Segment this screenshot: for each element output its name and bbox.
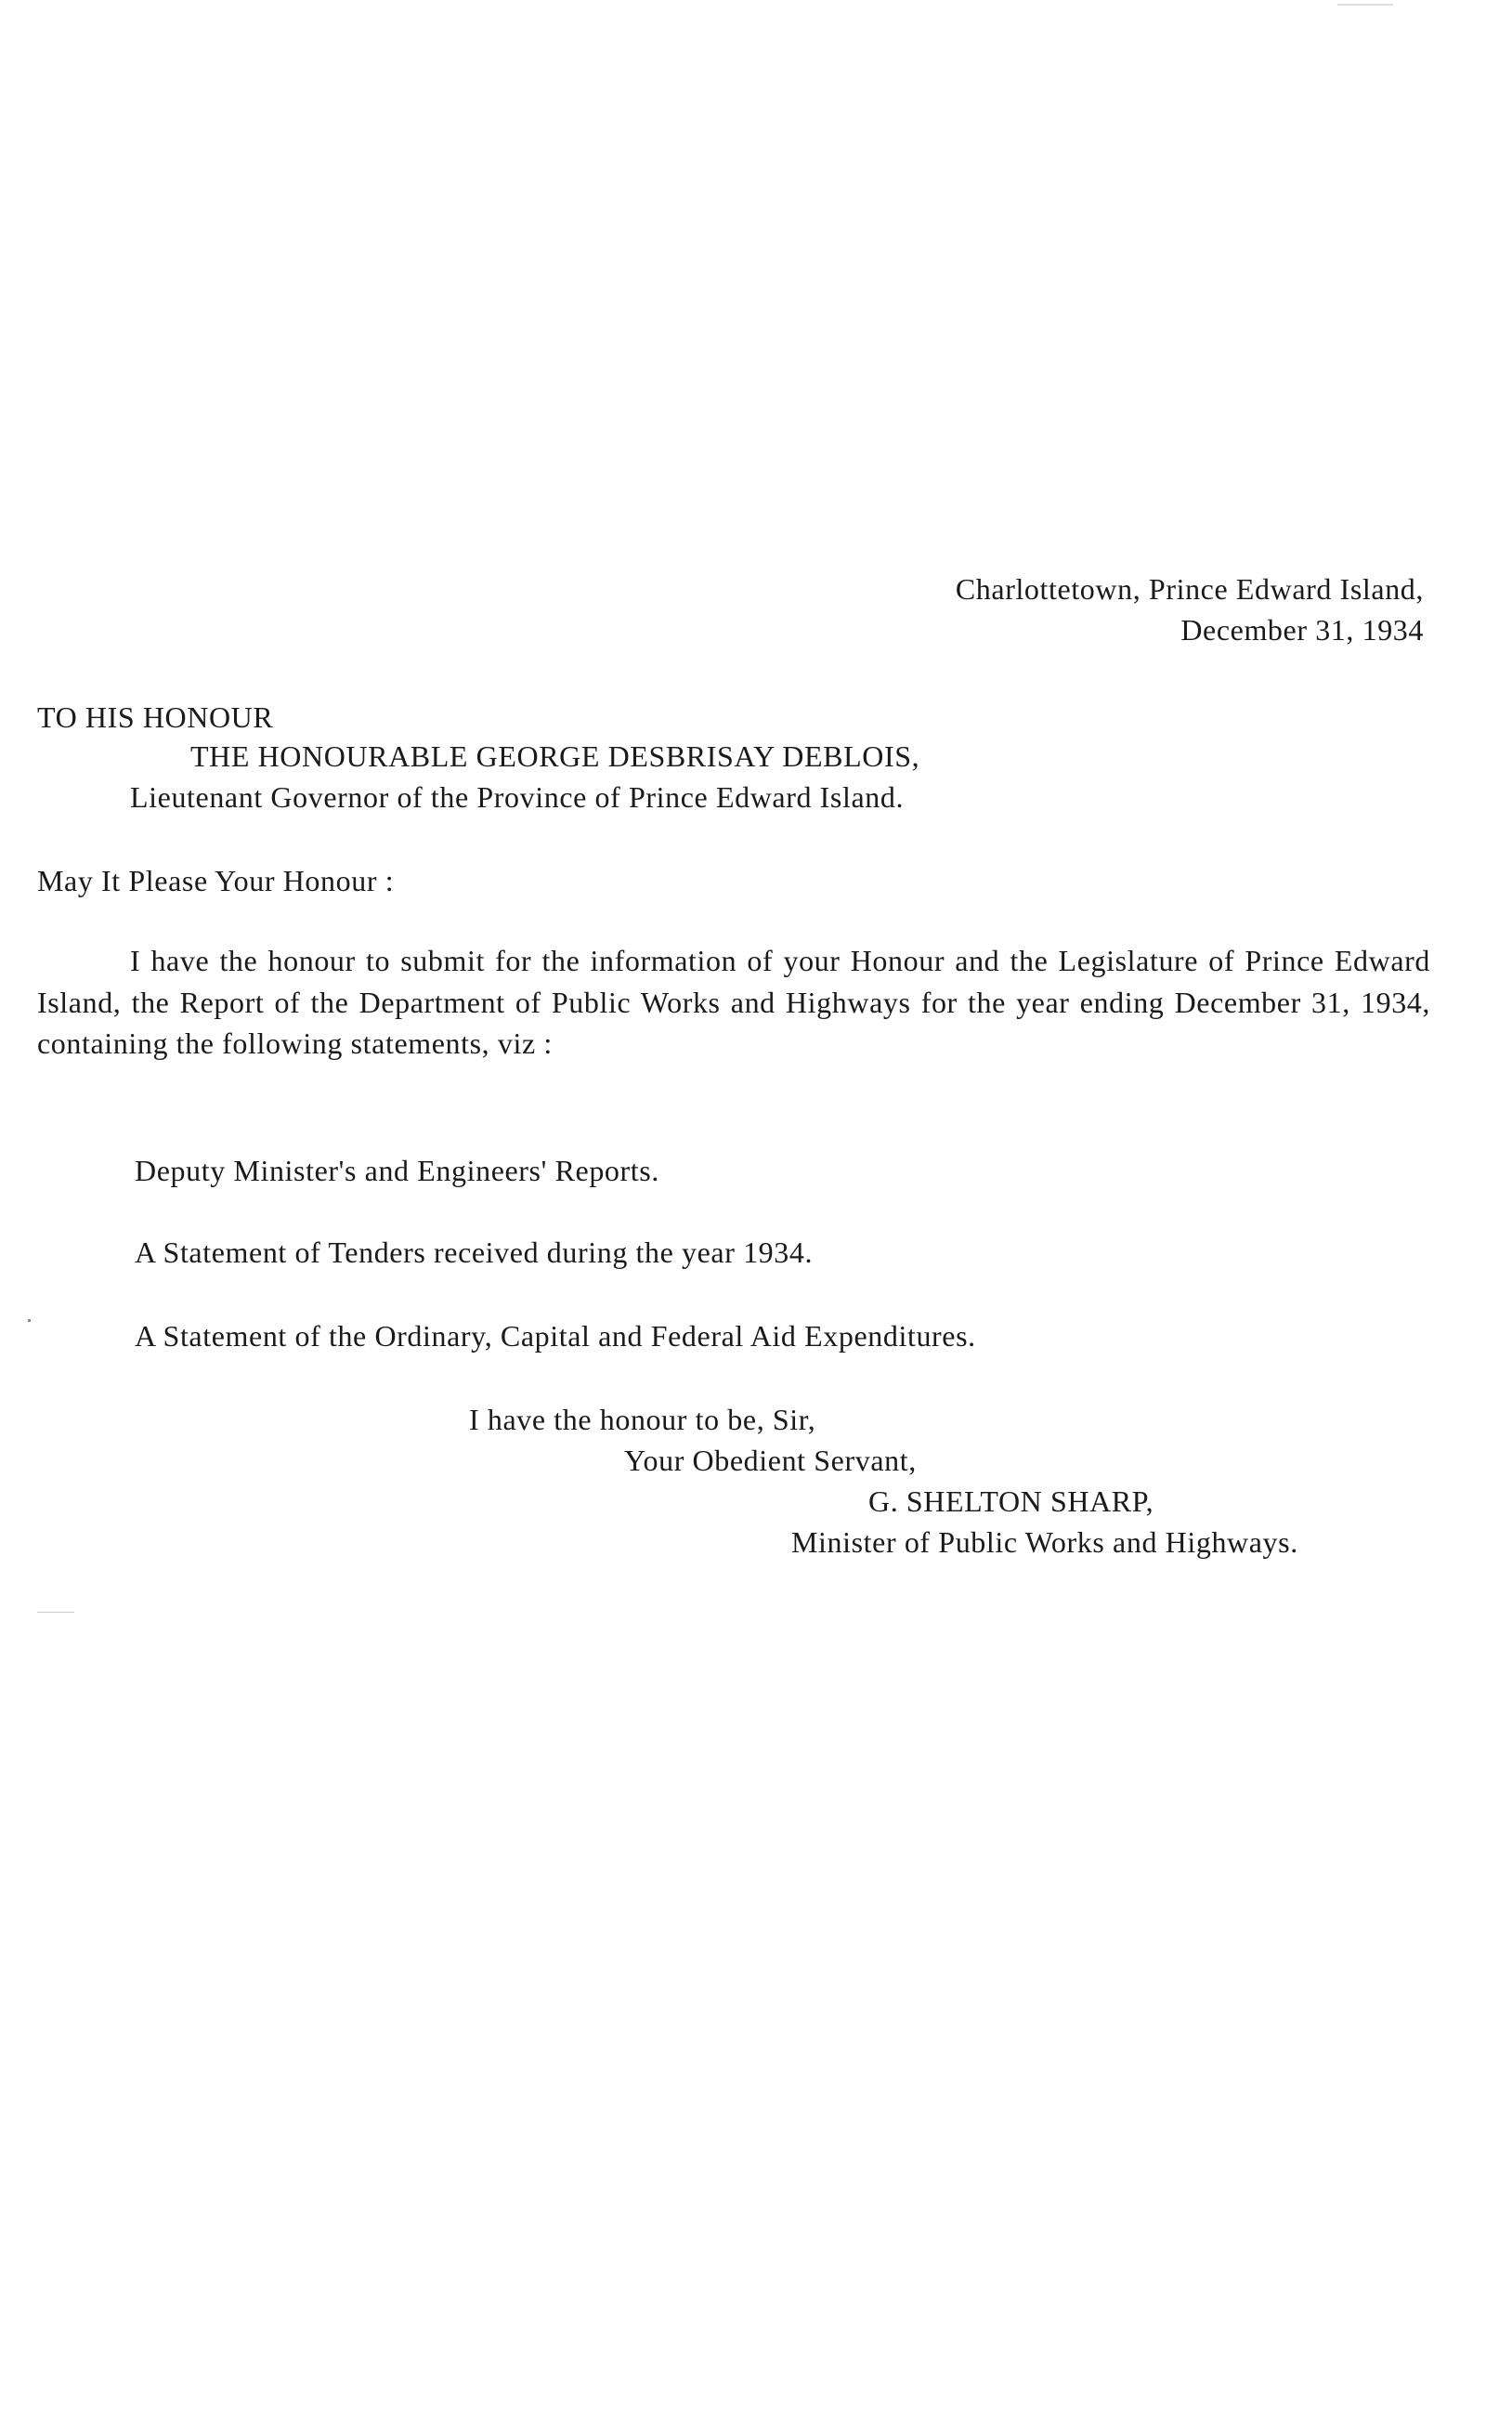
scan-speck [37,1612,74,1613]
statement-item: A Statement of the Ordinary, Capital and Federal Aid Expenditures. [135,1319,976,1353]
statement-item: A Statement of Tenders received during the year 1934. [135,1236,814,1269]
signatory-title: Minister of Public Works and Highways. [791,1525,1298,1559]
recipient-line: TO HIS HONOUR [37,700,274,734]
scan-speck [1337,4,1393,6]
statement-item: Deputy Minister's and Engineers' Reports. [135,1154,659,1187]
body-text: I have the honour to submit for the information of your Honour and the Legislature of Prince Edward Island, the Report of the Department of Public Works and Highways for the year ending December 31, 1934, containing the following statements, viz : [37,944,1430,1060]
dateline-date: December 31, 1934 [1180,613,1424,647]
recipient-name: THE HONOURABLE GEORGE DESBRISAY DEBLOIS, [190,739,920,773]
salutation: May It Please Your Honour : [37,864,395,897]
scan-speck [28,1319,31,1322]
closing-servant: Your Obedient Servant, [624,1444,917,1477]
body-paragraph [37,940,1430,1065]
closing-line: I have the honour to be, Sir, [469,1403,816,1436]
recipient-title: Lieutenant Governor of the Province of Prince Edward Island. [130,780,905,814]
dateline-place: Charlottetown, Prince Edward Island, [955,572,1424,606]
signatory-name: G. SHELTON SHARP, [868,1484,1154,1518]
